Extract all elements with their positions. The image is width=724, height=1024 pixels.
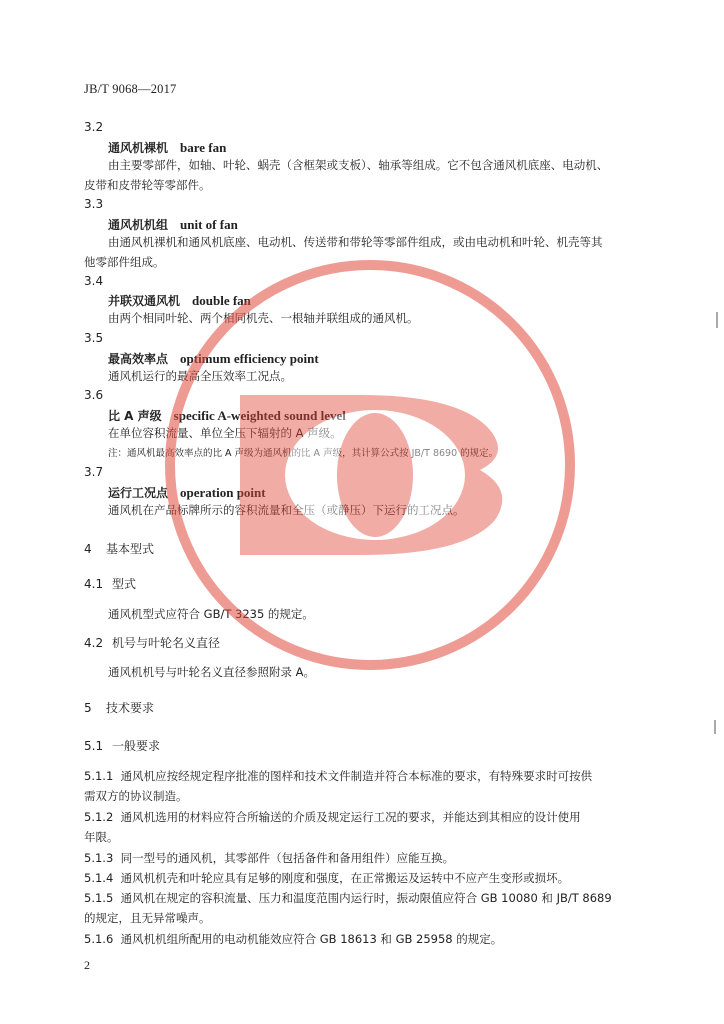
scan-edge-mark xyxy=(714,720,716,734)
body-text: 通风机机号与叶轮名义直径参照附录 A。 xyxy=(108,665,316,679)
term-cn: 通风机裸机 xyxy=(108,141,169,155)
term-heading xyxy=(108,139,226,156)
term-cn: 比 A 声级 xyxy=(108,409,162,423)
subsection-number: 5.1 xyxy=(84,739,104,753)
clause-number: 3.3 xyxy=(84,197,104,211)
section-title: 基本型式 xyxy=(106,542,155,556)
text-line: 通风机应按经规定程序批准的图样和技术文件制造并符合本标准的要求，有特殊要求时可按供 xyxy=(120,769,593,783)
subsection-number: 4.1 xyxy=(84,577,104,591)
requirement-item xyxy=(84,929,660,949)
item-number: 5.1.6 xyxy=(84,932,114,946)
subsection-heading xyxy=(84,575,136,592)
text-line: 通风机机壳和叶轮应具有足够的刚度和强度，在正常搬运及运转中不应产生变形或损坏。 xyxy=(120,871,570,885)
text-line: 由主要零部件，如轴、叶轮、蜗壳（含框架或支板）、轴承等组成。它不包含通风机底座、电动机、 xyxy=(108,158,609,172)
text-line: 通风机选用的材料应符合所输送的介质及规定运行工况的要求，并能达到其相应的设计使用 xyxy=(120,810,581,824)
section-number: 4 xyxy=(84,542,92,556)
subsection-heading xyxy=(84,737,160,754)
subsection-title: 机号与叶轮名义直径 xyxy=(112,636,221,650)
text-line: 通风机在规定的容积流量、压力和温度范围内运行时，振动限值应符合 GB 10080 和 JB/T 8689 xyxy=(120,891,612,905)
section-heading xyxy=(84,699,154,716)
term-en: optimum efficiency point xyxy=(180,351,319,366)
standard-code-header: JB/T 9068—2017 xyxy=(84,82,177,96)
text-line: 的规定，且无异常噪声。 xyxy=(84,911,211,925)
term-en: operation point xyxy=(180,485,266,500)
requirement-item xyxy=(84,807,660,847)
definition-text xyxy=(84,155,660,195)
text-line: 年限。 xyxy=(84,830,119,844)
term-heading xyxy=(108,484,266,501)
text-line: 他零部件组成。 xyxy=(84,255,165,269)
text-line: 同一型号的通风机，其零部件（包括备件和备用组件）应能互换。 xyxy=(120,851,455,865)
term-heading xyxy=(108,407,346,424)
requirement-item xyxy=(84,848,660,868)
item-number: 5.1.2 xyxy=(84,810,114,824)
term-cn: 运行工况点 xyxy=(108,486,169,500)
section-heading xyxy=(84,540,154,557)
term-heading xyxy=(108,216,238,233)
term-cn: 最高效率点 xyxy=(108,352,169,366)
term-heading xyxy=(108,350,319,367)
term-cn: 并联双通风机 xyxy=(108,294,181,308)
subsection-heading xyxy=(84,634,220,651)
item-number: 5.1.4 xyxy=(84,871,114,885)
definition-text: 通风机运行的最高全压效率工况点。 xyxy=(108,369,292,383)
term-en: bare fan xyxy=(180,140,227,155)
definition-text: 在单位容积流量、单位全压下辐射的 A 声级。 xyxy=(108,426,342,440)
definition-text xyxy=(84,232,660,272)
requirement-item xyxy=(84,766,660,806)
text-line: 皮带和皮带轮等零部件。 xyxy=(84,178,211,192)
definition-text: 由两个相同叶轮、两个相同机壳、一根轴并联组成的通风机。 xyxy=(108,311,419,325)
subsection-title: 一般要求 xyxy=(112,739,161,753)
clause-number: 3.4 xyxy=(84,274,104,288)
scan-edge-mark xyxy=(716,312,718,328)
text-line: 需双方的协议制造。 xyxy=(84,789,188,803)
requirement-item xyxy=(84,888,660,928)
clause-number: 3.5 xyxy=(84,331,104,345)
term-en: specific A-weighted sound level xyxy=(173,408,346,423)
text-line: 通风机机组所配用的电动机能效应符合 GB 18613 和 GB 25958 的规定。 xyxy=(120,932,503,946)
section-number: 5 xyxy=(84,701,92,715)
note-text: 注：通风机最高效率点的比 A 声级为通风机的比 A 声级，其计算公式按 JB/T 8690 的规定。 xyxy=(108,448,499,459)
subsection-title: 型式 xyxy=(112,577,137,591)
text-line: 由通风机裸机和通风机底座、电动机、传送带和带轮等零部件组成，或由电动机和叶轮、机壳等其 xyxy=(108,235,603,249)
clause-number: 3.6 xyxy=(84,388,104,402)
term-heading xyxy=(108,292,251,309)
requirement-item xyxy=(84,868,660,888)
item-number: 5.1.1 xyxy=(84,769,114,783)
page-number: 2 xyxy=(84,958,90,972)
clause-number: 3.2 xyxy=(84,120,104,134)
definition-text: 通风机在产品标牌所示的容积流量和全压（或静压）下运行的工况点。 xyxy=(108,503,465,517)
item-number: 5.1.5 xyxy=(84,891,114,905)
term-en: double fan xyxy=(192,293,251,308)
subsection-number: 4.2 xyxy=(84,636,104,650)
item-number: 5.1.3 xyxy=(84,851,114,865)
body-text: 通风机型式应符合 GB/T 3235 的规定。 xyxy=(108,607,314,621)
section-title: 技术要求 xyxy=(106,701,155,715)
term-cn: 通风机机组 xyxy=(108,218,169,232)
term-en: unit of fan xyxy=(180,217,238,232)
clause-number: 3.7 xyxy=(84,465,104,479)
